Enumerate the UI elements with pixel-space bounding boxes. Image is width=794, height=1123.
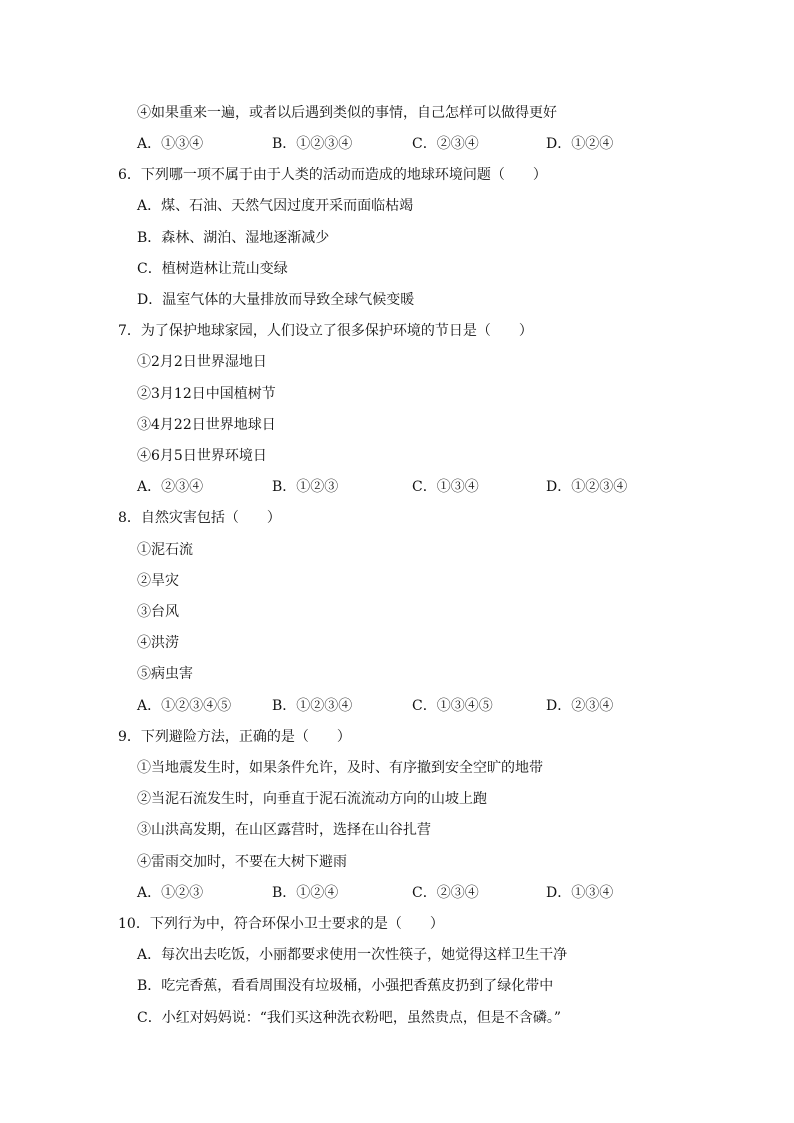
q9-item-4: ④雷雨交加时，不要在大树下避雨	[137, 854, 347, 870]
q6-choice-c: C．植树造林让荒山变绿	[137, 261, 288, 277]
q7-stem: 7．为了保护地球家园，人们设立了很多保护环境的节日是（ ）	[118, 323, 533, 339]
q5-item-4: ④如果重来一遍，或者以后遇到类似的事情，自己怎样可以做得更好	[137, 105, 557, 121]
q8-option-a: A．①②③④⑤	[137, 698, 232, 714]
q7-item-4: ④6月5日世界环境日	[137, 448, 267, 464]
q8-item-1: ①泥石流	[137, 542, 193, 558]
q5-option-a: A．①③④	[137, 136, 204, 152]
q8-item-4: ④洪涝	[137, 635, 179, 651]
q9-option-c: C．②③④	[412, 885, 479, 901]
q10-choice-c: C．小红对妈妈说：“我们买这种洗衣粉吧，虽然贵点，但是不含磷。”	[137, 1010, 562, 1026]
q9-item-3: ③山洪高发期，在山区露营时，选择在山谷扎营	[137, 822, 431, 838]
q7-option-c: C．①③④	[412, 479, 479, 495]
q9-option-b: B．①②④	[272, 885, 339, 901]
q9-item-2: ②当泥石流发生时，向垂直于泥石流流动方向的山坡上跑	[137, 791, 487, 807]
q7-item-3: ③4月22日世界地球日	[137, 417, 276, 433]
q8-option-b: B．①②③④	[272, 698, 353, 714]
q6-choice-d: D．温室气体的大量排放而导致全球气候变暖	[137, 292, 415, 308]
q8-item-2: ②旱灾	[137, 573, 179, 589]
q6-choice-b: B．森林、湖泊、湿地逐渐减少	[137, 230, 330, 246]
q7-option-b: B．①②③	[272, 479, 339, 495]
q7-item-2: ②3月12日中国植树节	[137, 386, 276, 402]
q10-choice-a: A．每次出去吃饭，小丽都要求使用一次性筷子，她觉得这样卫生干净	[137, 947, 568, 963]
q8-option-c: C．①③④⑤	[412, 698, 493, 714]
q8-item-5: ⑤病虫害	[137, 666, 193, 682]
q7-item-1: ①2月2日世界湿地日	[137, 354, 267, 370]
q8-stem: 8．自然灾害包括（ ）	[118, 510, 281, 526]
q6-choice-a: A．煤、石油、天然气因过度开采而面临枯竭	[137, 198, 414, 214]
q5-option-d: D．①②④	[546, 136, 614, 152]
q8-option-d: D．②③④	[546, 698, 614, 714]
q8-item-3: ③台风	[137, 604, 179, 620]
q7-option-d: D．①②③④	[546, 479, 628, 495]
q5-option-b: B．①②③④	[272, 136, 353, 152]
q5-option-c: C．②③④	[412, 136, 479, 152]
q9-option-a: A．①②③	[137, 885, 204, 901]
q7-option-a: A．②③④	[137, 479, 204, 495]
q9-stem: 9．下列避险方法，正确的是（ ）	[118, 729, 351, 745]
q9-item-1: ①当地震发生时，如果条件允许，及时、有序撤到安全空旷的地带	[137, 760, 543, 776]
q10-stem: 10．下列行为中，符合环保小卫士要求的是（ ）	[118, 916, 444, 932]
q9-option-d: D．①③④	[546, 885, 614, 901]
q10-choice-b: B．吃完香蕉，看看周围没有垃圾桶，小强把香蕉皮扔到了绿化带中	[137, 978, 554, 994]
q6-stem: 6．下列哪一项不属于由于人类的活动而造成的地球环境问题（ ）	[118, 167, 547, 183]
